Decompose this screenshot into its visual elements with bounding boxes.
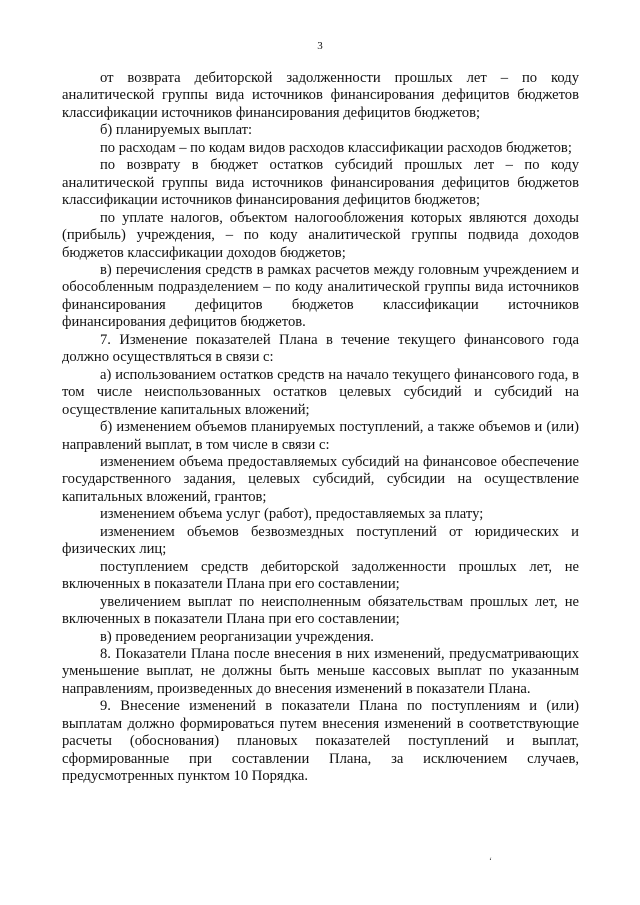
paragraph: изменением объемов безвозмездных поступлений от юридических и физических лиц; <box>62 523 579 558</box>
paragraph: 7. Изменение показателей Плана в течение текущего финансового года должно осуществляться в связи с: <box>62 331 579 366</box>
paragraph: а) использованием остатков средств на начало текущего финансового года, в том числе неиспользованных остатков целевых субсидий и субсидий на осуществление капитальных вложений; <box>62 366 579 418</box>
paragraph: б) изменением объемов планируемых поступлений, а также объемов и (или) направлений выплат, в том числе в связи с: <box>62 419 579 453</box>
stray-mark: ʻ <box>489 856 492 866</box>
paragraph: от возврата дебиторской задолженности прошлых лет – по коду аналитической группы вида источников финансирования дефицитов бюджетов классификации источников финансирования дефицитов бюджетов; <box>62 70 579 121</box>
paragraph: увеличением выплат по неисполненным обязательствам прошлых лет, не включенных в показатели Плана при его составлении; <box>62 593 579 628</box>
paragraph: по уплате налогов, объектом налогообложения которых являются доходы (прибыль) учреждения, – по коду аналитической группы подвида доходов бюджетов классификации доходов бюджетов; <box>62 209 579 261</box>
paragraph: изменением объема предоставляемых субсидий на финансовое обеспечение государственного задания, целевых субсидий, субсидии на осуществление капитальных вложений, грантов; <box>62 453 579 505</box>
paragraph: 9. Внесение изменений в показатели Плана по поступлениям и (или) выплатам должно формироваться путем внесения изменений в соответствующие расчеты (обоснования) плановых показателей поступлений и выплат, сформированные при составлении Плана, за исключением случаев, предусмотренных пунктом 10 Порядка. <box>62 698 579 785</box>
paragraph: в) проведением реорганизации учреждения. <box>100 628 374 645</box>
paragraph: 8. Показатели Плана после внесения в них изменений, предусматривающих уменьшение выплат, не должны быть меньше кассовых выплат по указанным направлениям, произведенных до внесения изменений в показатели Плана. <box>62 645 579 697</box>
paragraph: в) перечисления средств в рамках расчетов между головным учреждением и обособленным подразделением – по коду аналитической группы вида источников финансирования дефицитов бюджетов классификации источников финансирования дефицитов бюджетов. <box>62 261 579 331</box>
document-body <box>62 70 579 786</box>
page-number: 3 <box>317 40 323 52</box>
paragraph: поступлением средств дебиторской задолженности прошлых лет, не включенных в показатели Плана при его составлении; <box>62 558 579 593</box>
paragraph: по возврату в бюджет остатков субсидий прошлых лет – по коду аналитической группы вида источников финансирования дефицитов бюджетов классификации источников финансирования дефицитов бюджетов; <box>62 157 579 209</box>
paragraph: изменением объема услуг (работ), предоставляемых за плату; <box>100 506 484 523</box>
paragraph: б) планируемых выплат: <box>100 122 253 139</box>
paragraph: по расходам – по кодам видов расходов классификации расходов бюджетов; <box>100 139 572 156</box>
